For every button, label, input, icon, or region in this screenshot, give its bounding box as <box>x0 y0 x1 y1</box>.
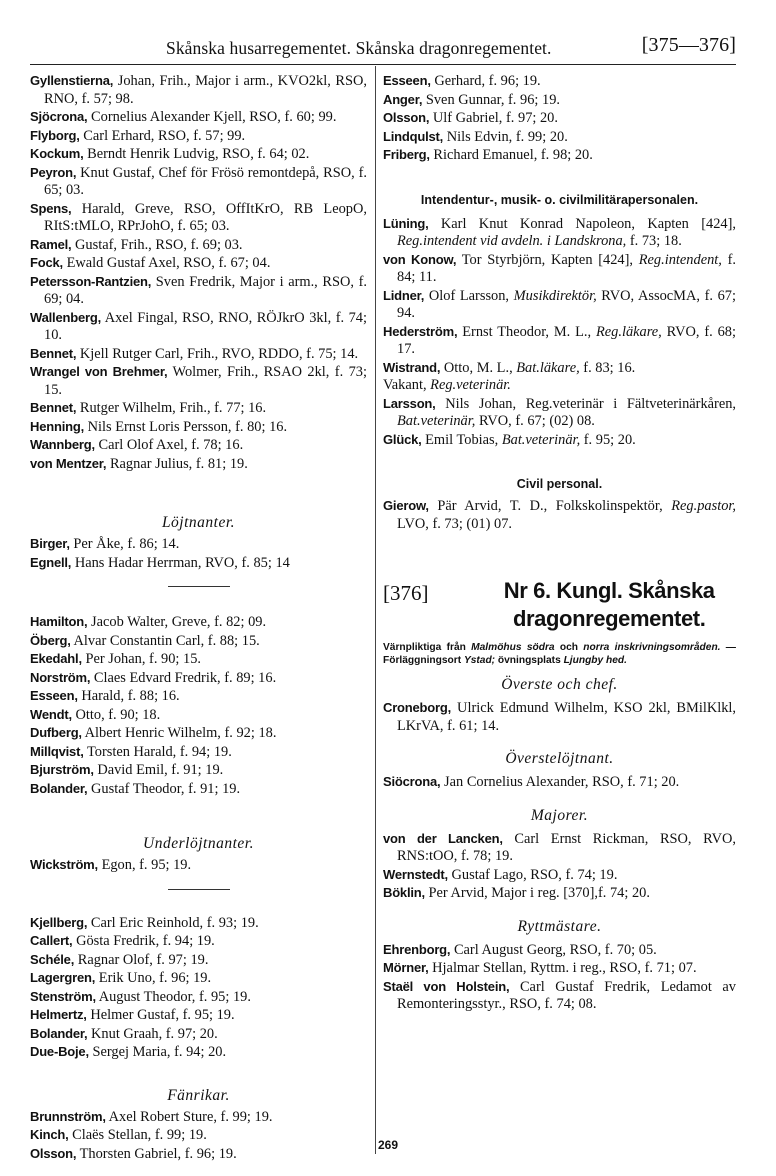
entry-details: Carl Olof Axel, f. 78; 16. <box>94 437 244 453</box>
entry-surname: Anger, <box>383 91 423 107</box>
entry-details: Sergej Maria, f. 94; 20. <box>88 1044 227 1060</box>
list-item <box>30 951 367 970</box>
list-item <box>383 978 736 1014</box>
entry-details: Alvar Constantin Carl, f. 88; 15. <box>70 632 260 649</box>
entry-surname: Birger, <box>30 536 70 551</box>
majors-list <box>30 72 367 473</box>
entry-details: Thorsten Gabriel, f. 96; 19. <box>76 1145 237 1162</box>
list-item <box>383 109 736 128</box>
note-italic: Malmöhus södra <box>471 642 555 653</box>
list-item <box>30 108 367 127</box>
list-item <box>383 323 736 359</box>
list-item <box>30 127 367 146</box>
list-item <box>30 613 367 632</box>
fanrikar-list <box>30 1108 367 1164</box>
regiment-heading <box>383 577 736 633</box>
entry-details: Ulf Gabriel, f. 97; 20. <box>429 110 558 126</box>
entry-surname: Wickström, <box>30 857 98 872</box>
list-item <box>383 215 736 251</box>
note-italic: Ljungby hed. <box>563 655 627 666</box>
entry-surname: Lagergren, <box>30 970 96 985</box>
entry-details: f. 95; 20. <box>580 431 636 448</box>
entry-details: Otto, f. 90; 18. <box>71 706 161 723</box>
entry-surname: Ramel, <box>30 236 72 252</box>
entry-title-italic: Reg.intendent, <box>638 251 722 268</box>
page-range: [375—376] <box>641 34 736 56</box>
list-item <box>30 145 367 164</box>
entry-details: Nils Johan, Reg.veterinär i Fältveterinärkåren, <box>435 395 736 412</box>
entry-surname: Mörner, <box>383 960 429 975</box>
entry-details: Harald, f. 88; 16. <box>77 688 180 704</box>
section-title-overste: Överste och chef. <box>501 676 618 693</box>
list-item <box>30 761 367 780</box>
entry-surname: von Konow, <box>383 251 457 267</box>
list-item <box>30 455 367 474</box>
list-item <box>30 914 367 933</box>
regiment-note <box>383 641 736 667</box>
regiment-title-line2: dragonregementet. <box>512 606 706 631</box>
list-item <box>30 988 367 1007</box>
lojtnanter-list-2 <box>30 613 367 798</box>
entry-details: Emil Tobias, <box>421 431 502 448</box>
entry-details: RVO, f. 67; (02) 08. <box>475 413 595 429</box>
section-title-intendentur: Intendentur-, musik- o. civilmilitärapersonalen. <box>420 192 699 207</box>
list-item <box>30 164 367 200</box>
entry-details: Axel Robert Sture, f. 99; 19. <box>105 1108 273 1125</box>
entry-title-italic: Bat.veterinär, <box>397 413 476 429</box>
entry-details: Gustaf Lago, RSO, f. 74; 19. <box>447 866 618 883</box>
list-item <box>30 72 367 108</box>
entry-surname: Croneborg, <box>383 700 452 715</box>
entry-details: Karl Knut Konrad Napoleon, Kapten [424], <box>428 215 736 232</box>
right-column <box>383 72 736 1014</box>
entry-surname: Hamilton, <box>30 614 88 629</box>
entry-surname: Peyron, <box>30 164 77 180</box>
list-item <box>30 554 367 573</box>
entry-surname: Bennet, <box>30 400 77 415</box>
list-item <box>30 345 367 364</box>
ryttmastare-list <box>383 941 736 1014</box>
entry-details: RVO, AssocMA, f. 67; 94. <box>397 287 736 321</box>
list-item <box>383 431 736 450</box>
entry-surname: Larsson, <box>383 395 436 411</box>
list-item <box>383 128 736 147</box>
list-item <box>30 1043 367 1062</box>
entry-details: Helmer Gustaf, f. 95; 19. <box>86 1007 235 1023</box>
regiment-title <box>482 577 736 633</box>
list-item <box>30 236 367 255</box>
entry-surname: Esseen, <box>30 688 78 703</box>
entry-surname: Öberg, <box>30 632 71 648</box>
section-title-civil: Civil personal. <box>516 477 603 491</box>
civil-list <box>383 497 736 533</box>
list-item <box>30 418 367 437</box>
underlojtnanter-list-2 <box>30 914 367 1062</box>
section-title-underlojtnanter: Underlöjtnanter. <box>143 835 254 852</box>
note-text: — Förläggningsort <box>383 642 736 666</box>
entry-surname: Wrangel von Brehmer, <box>30 364 168 379</box>
entry-details: David Emil, f. 91; 19. <box>93 762 224 778</box>
entry-details: Ragnar Olof, f. 97; 19. <box>74 951 209 968</box>
list-item <box>30 1108 367 1127</box>
list-item <box>30 309 367 345</box>
list-item <box>383 377 736 395</box>
fanrikar-list-continued <box>383 72 736 165</box>
entry-title-italic: Bat.veterinär, <box>501 431 581 448</box>
entry-surname: Wannberg, <box>30 437 95 452</box>
entry-details: August Theodor, f. 95; 19. <box>95 988 251 1005</box>
entry-details: f. 73; 18. <box>626 233 682 249</box>
entry-details: Berndt Henrik Ludvig, RSO, f. 64; 02. <box>83 146 310 162</box>
entry-details: Carl August Georg, RSO, f. 70; 05. <box>450 941 657 958</box>
entry-details: Gerhard, f. 96; 19. <box>430 73 541 89</box>
page-header <box>166 34 736 64</box>
entry-surname: Flyborg, <box>30 127 80 143</box>
entry-details: Nils Edvin, f. 99; 20. <box>443 128 568 145</box>
entry-details: Sven Gunnar, f. 96; 19. <box>422 91 560 108</box>
entry-details: Gustaf Theodor, f. 91; 19. <box>87 780 241 797</box>
entry-surname: Bjurström, <box>30 762 94 777</box>
entry-details: Axel Fingal, RSO, RNO, RÖJkrO 3kl, f. 74; 10. <box>44 309 367 343</box>
regiment-title-line1: Nr 6. Kungl. Skånska <box>503 578 715 603</box>
entry-details: Ewald Gustaf Axel, RSO, f. 67; 04. <box>62 255 271 271</box>
entry-details: Egon, f. 95; 19. <box>97 857 192 873</box>
entry-title-italic: Reg.läkare, <box>595 323 662 340</box>
running-title: Skånska husarregementet. Skånska dragonregementet. <box>166 38 552 58</box>
entry-surname: Helmertz, <box>30 1007 87 1022</box>
list-item <box>30 969 367 988</box>
entry-details: Hjalmar Stellan, Ryttm. i reg., RSO, f. 71; 07. <box>428 960 697 976</box>
entry-details: Carl Eric Reinhold, f. 93; 19. <box>87 914 259 931</box>
entry-details: Otto, M. L., <box>440 359 517 376</box>
note-italic: Ystad; <box>463 655 496 666</box>
list-item <box>30 932 367 951</box>
note-italic: norra inskrivningsområden. <box>583 642 721 653</box>
section-title-fanrikar: Fänrikar. <box>167 1086 230 1104</box>
lojtnanter-list-1 <box>30 535 367 572</box>
entry-surname: Hederström, <box>383 323 458 339</box>
list-item <box>383 395 736 431</box>
entry-surname: Dufberg, <box>30 725 82 740</box>
entry-surname: Norström, <box>30 669 91 685</box>
list-item <box>30 273 367 309</box>
list-item <box>383 497 736 533</box>
list-item <box>30 687 367 706</box>
entry-details: Per Åke, f. 86; 14. <box>69 536 180 552</box>
list-item <box>30 535 367 554</box>
entry-surname: Olsson, <box>383 110 430 125</box>
note-text: och <box>554 642 584 653</box>
entry-surname: Glück, <box>383 431 422 447</box>
entry-surname: Bolander, <box>30 1025 88 1041</box>
entry-surname: Bennet, <box>30 345 77 361</box>
entry-details: Sven Fredrik, Major i arm., RSO, f. 69; 04. <box>44 273 367 307</box>
entry-details: Nils Ernst Loris Persson, f. 80; 16. <box>84 418 288 435</box>
majorer-list <box>383 830 736 903</box>
entry-surname: Sjöcrona, <box>30 109 88 124</box>
entry-surname: Wistrand, <box>383 359 441 375</box>
list-item <box>30 780 367 799</box>
list-item <box>383 866 736 885</box>
entry-surname: von der Lancken, <box>383 830 503 846</box>
intendentur-list <box>383 215 736 450</box>
entry-surname: Wallenberg, <box>30 309 101 325</box>
entry-surname: Kinch, <box>30 1127 69 1142</box>
entry-surname: Ehrenborg, <box>383 941 451 957</box>
entry-details: Claës Stellan, f. 99; 19. <box>68 1127 207 1143</box>
entry-details: Claes Edvard Fredrik, f. 89; 16. <box>90 669 277 686</box>
entry-surname: Bolander, <box>30 780 88 796</box>
note-text: Värnpliktiga från <box>383 642 472 653</box>
entry-details: Carl Erhard, RSO, f. 57; 99. <box>79 127 246 144</box>
entry-surname: Böklin, <box>383 885 425 900</box>
entry-surname: Schéle, <box>30 951 75 967</box>
entry-title-italic: Musikdirektör, <box>513 287 597 304</box>
entry-details: Carl Gustaf Fredrik, Ledamot av Remonteringsstyr., RSO, f. 74; 08. <box>397 978 736 1012</box>
entry-details: Johan, Frih., Major i arm., KVO2kl, RSO, RNO, f. 57; 98. <box>44 73 367 107</box>
entry-details: Knut Gustaf, Chef för Frösö remontdepå, RSO, f. 65; 03. <box>44 164 367 198</box>
entry-details: Pär Arvid, T. D., Folkskolinspektör, <box>428 498 672 514</box>
entry-surname: Kockum, <box>30 146 84 161</box>
entry-surname: Gierow, <box>383 498 429 513</box>
entry-details: f. 83; 16. <box>579 359 636 376</box>
underlojtnanter-list-1 <box>30 856 367 875</box>
list-item <box>383 773 736 792</box>
entry-surname: Spens, <box>30 200 72 216</box>
list-item <box>30 254 367 273</box>
list-item <box>30 399 367 418</box>
entry-surname: Henning, <box>30 418 85 434</box>
entry-title-italic: Bat.läkare, <box>516 359 580 376</box>
entry-details: Cornelius Alexander Kjell, RSO, f. 60; 99. <box>87 109 337 125</box>
list-item <box>30 706 367 725</box>
list-item <box>383 287 736 323</box>
entry-surname: Lüning, <box>383 215 429 231</box>
entry-surname: Siöcrona, <box>383 774 441 789</box>
list-item <box>30 1025 367 1044</box>
note-text: övningsplats <box>495 655 564 666</box>
entry-details: Per Johan, f. 90; 15. <box>81 651 201 667</box>
list-item <box>30 743 367 762</box>
entry-surname: Brunnström, <box>30 1108 106 1124</box>
entry-details: Torsten Harald, f. 94; 19. <box>83 743 232 760</box>
list-item <box>383 251 736 287</box>
entry-title-italic: Reg.intendent vid avdeln. i Landskrona, <box>397 233 627 249</box>
list-item <box>30 1006 367 1025</box>
regiment-page-number: [376] <box>383 581 429 605</box>
list-item <box>30 200 367 236</box>
entry-details: Erik Uno, f. 96; 19. <box>95 970 212 986</box>
page-number: 269 <box>377 1138 399 1152</box>
entry-surname: Gyllenstierna, <box>30 73 114 88</box>
list-item <box>30 632 367 651</box>
entry-surname: Lindqulst, <box>383 128 444 144</box>
entry-surname: Kjellberg, <box>30 914 88 930</box>
entry-title-italic: Reg.veterinär. <box>430 377 511 393</box>
entry-details: Tor Styrbjörn, Kapten [424], <box>456 251 639 268</box>
entry-details: LVO, f. 73; (01) 07. <box>397 515 512 532</box>
list-item <box>383 146 736 165</box>
entry-surname: Callert, <box>30 933 73 948</box>
entry-details: Jacob Walter, Greve, f. 82; 09. <box>87 614 267 630</box>
overste-list <box>383 699 736 735</box>
entry-surname: Wendt, <box>30 706 72 722</box>
entry-surname: Millqvist, <box>30 743 84 759</box>
list-item <box>30 363 367 399</box>
list-item <box>383 359 736 378</box>
entry-details: Carl Ernst Rickman, RSO, RVO, RNS:tOO, f. 78; 19. <box>397 830 736 864</box>
entry-surname: Petersson-Rantzien, <box>30 273 152 289</box>
entry-details: Per Arvid, Major i reg. [370],f. 74; 20. <box>424 885 650 901</box>
entry-surname: Friberg, <box>383 147 430 162</box>
entry-details: Albert Henric Wilhelm, f. 92; 18. <box>81 725 277 741</box>
entry-surname: Due-Boje, <box>30 1044 89 1059</box>
entry-surname: Lidner, <box>383 287 425 303</box>
entry-details: RVO, f. 68; 17. <box>397 323 736 357</box>
list-item <box>30 650 367 669</box>
list-item <box>30 669 367 688</box>
entry-surname: Staël von Holstein, <box>383 978 510 994</box>
entry-details: Vakant, <box>383 377 431 393</box>
section-title-ryttmastare: Ryttmästare. <box>517 917 602 935</box>
list-item <box>383 959 736 978</box>
section-title-majorer: Majorer. <box>530 806 589 824</box>
entry-surname: Wernstedt, <box>383 866 448 882</box>
entry-details: Ernst Theodor, M. L., <box>457 323 596 340</box>
entry-surname: von Mentzer, <box>30 455 107 471</box>
list-item <box>383 884 736 903</box>
entry-details: Ragnar Julius, f. 81; 19. <box>106 455 248 472</box>
section-title-lojtnanter: Löjtnanter. <box>161 514 236 531</box>
entry-surname: Stenström, <box>30 988 96 1004</box>
entry-details: Olof Larsson, <box>424 287 514 304</box>
entry-surname: Egnell, <box>30 554 72 570</box>
list-item <box>30 724 367 743</box>
entry-details: Knut Graah, f. 97; 20. <box>87 1025 218 1042</box>
entry-details: Gustaf, Frih., RSO, f. 69; 03. <box>71 236 243 253</box>
entry-details: Jan Cornelius Alexander, RSO, f. 71; 20. <box>440 774 680 790</box>
entry-surname: Esseen, <box>383 73 431 88</box>
column-divider <box>375 66 376 1154</box>
list-item <box>383 830 736 866</box>
header-rule <box>30 64 736 65</box>
entry-details: Harald, Greve, RSO, OffItKrO, RB LeopO, RItS:tMLO, RPrJohO, f. 65; 03. <box>44 200 367 234</box>
entry-details: Richard Emanuel, f. 98; 20. <box>429 147 593 163</box>
entry-details: Gösta Fredrik, f. 94; 19. <box>72 933 215 949</box>
list-item <box>383 941 736 960</box>
left-column <box>30 72 367 1163</box>
list-item <box>30 856 367 875</box>
entry-details: Rutger Wilhelm, Frih., f. 77; 16. <box>76 400 267 416</box>
section-title-overstelojtnant: Överstelöjtnant. <box>505 750 614 767</box>
list-item <box>383 699 736 735</box>
list-item <box>383 72 736 91</box>
entry-surname: Ekedahl, <box>30 651 82 666</box>
entry-details: Kjell Rutger Carl, Frih., RVO, RDDO, f. 75; 14. <box>76 345 359 362</box>
overstelojtnant-list <box>383 773 736 792</box>
entry-details: Ulrick Edmund Wilhelm, KSO 2kl, BMilKlkl, LKrVA, f. 61; 14. <box>397 700 736 734</box>
entry-details: f. 84; 11. <box>397 251 736 285</box>
list-item <box>383 91 736 110</box>
entry-title-italic: Reg.pastor, <box>671 498 736 514</box>
entry-surname: Fock, <box>30 255 63 270</box>
entry-details: Hans Hadar Herrman, RVO, f. 85; 14 <box>71 554 290 571</box>
list-item <box>30 436 367 455</box>
entry-details: Wolmer, Frih., RSAO 2kl, f. 73; 15. <box>44 364 367 398</box>
entry-surname: Olsson, <box>30 1145 77 1161</box>
